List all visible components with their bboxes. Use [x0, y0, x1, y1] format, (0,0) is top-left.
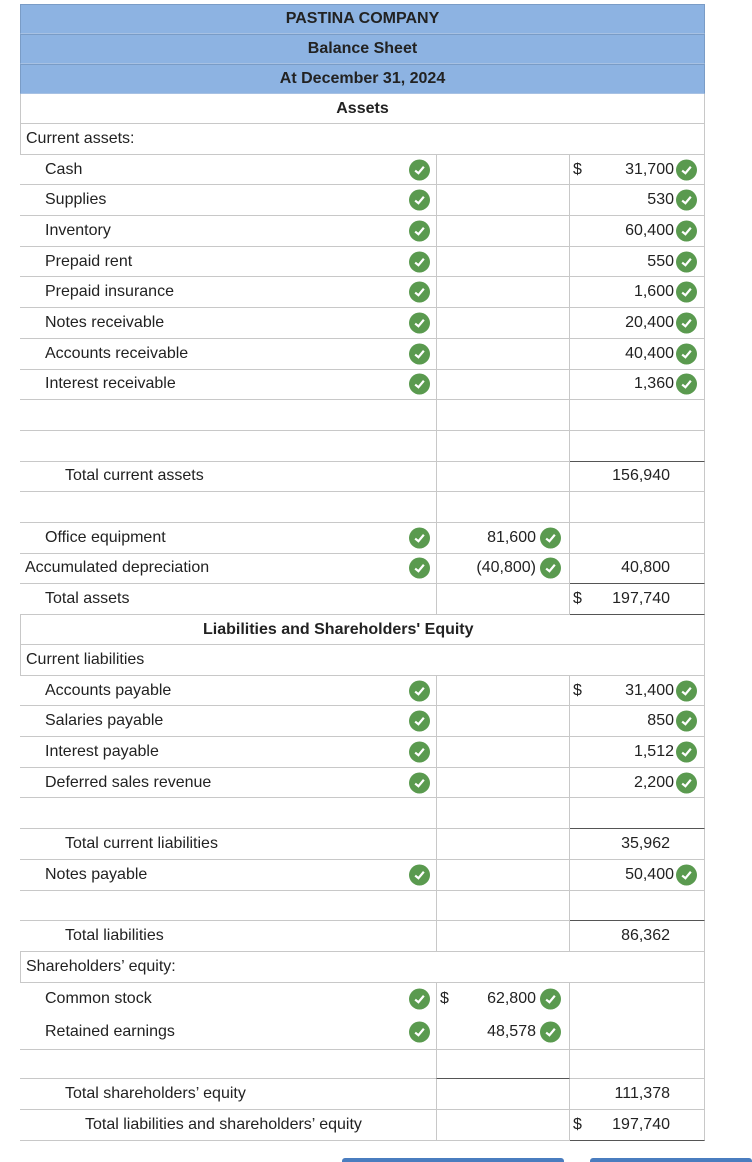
- check-icon: [409, 527, 430, 548]
- inventory-row: [20, 216, 705, 247]
- balance-sheet: [20, 4, 705, 1141]
- cash-amount[interactable]: 31,700: [625, 160, 674, 178]
- prepaid-insurance-amount[interactable]: 1,600: [633, 283, 674, 301]
- check-icon: [676, 741, 697, 762]
- total-equity-amount[interactable]: 111,378: [614, 1085, 670, 1103]
- supplies-amount[interactable]: 530: [647, 191, 674, 209]
- blank-subtotal-cell[interactable]: [436, 798, 570, 829]
- net-equipment-amount[interactable]: 40,800: [621, 559, 670, 577]
- deferred-sales-revenue-row: [20, 768, 705, 799]
- total-assets-subtotal-cell[interactable]: [436, 584, 570, 615]
- inventory-label[interactable]: Inventory: [45, 221, 111, 239]
- check-icon: [540, 527, 561, 548]
- common-stock-total-cell[interactable]: [570, 983, 705, 1016]
- total-current-assets-subtotal-cell[interactable]: [436, 462, 570, 493]
- office-equipment-row: [20, 523, 705, 554]
- check-icon: [409, 1022, 430, 1043]
- total-current-liabilities-label: Total current liabilities: [65, 834, 218, 852]
- interest-receivable-row: [20, 370, 705, 401]
- check-icon: [676, 312, 697, 333]
- current-assets-heading: Current assets:: [26, 129, 135, 147]
- retained-earnings-total-cell[interactable]: [570, 1016, 705, 1049]
- common-stock-row: [20, 983, 705, 1016]
- office-equipment-amount[interactable]: 81,600: [487, 528, 536, 546]
- accounts-receivable-row: [20, 339, 705, 370]
- total-equity-subtotal-cell[interactable]: [436, 1079, 570, 1110]
- interest-payable-amount[interactable]: 1,512: [633, 742, 674, 760]
- total-liab-equity-subtotal-cell[interactable]: [436, 1110, 570, 1141]
- check-icon: [409, 741, 430, 762]
- blank-row: [20, 798, 705, 829]
- check-icon: [409, 374, 430, 395]
- interest-receivable-amount[interactable]: 1,360: [633, 375, 674, 393]
- common-stock-label[interactable]: Common stock: [45, 990, 152, 1008]
- accumulated-depreciation-label[interactable]: Accumulated depreciation: [25, 559, 210, 577]
- notes-receivable-label[interactable]: Notes receivable: [45, 313, 165, 331]
- blank-subtotal-cell[interactable]: [436, 1050, 570, 1080]
- current-assets-heading-row: [20, 124, 705, 155]
- common-stock-amount[interactable]: 62,800: [487, 990, 536, 1008]
- check-icon: [676, 343, 697, 364]
- accounts-receivable-subtotal-cell[interactable]: [436, 339, 570, 370]
- blank-amount-cell[interactable]: [570, 891, 705, 922]
- check-icon: [409, 772, 430, 793]
- blank-subtotal-cell[interactable]: [436, 492, 570, 523]
- check-icon: [676, 282, 697, 303]
- total-liabilities-label: Total liabilities: [65, 927, 164, 945]
- check-icon: [676, 772, 697, 793]
- blank-row: [20, 1049, 705, 1080]
- accounts-receivable-label[interactable]: Accounts receivable: [45, 344, 189, 362]
- blank-label-cell[interactable]: [20, 891, 436, 922]
- currency-symbol: $: [573, 590, 582, 608]
- total-liab-equity-row: [20, 1110, 705, 1141]
- prepaid-insurance-label[interactable]: Prepaid insurance: [45, 283, 174, 301]
- bottom-tab-button[interactable]: [590, 1158, 752, 1162]
- salaries-payable-amount[interactable]: 850: [647, 712, 674, 730]
- check-icon: [676, 159, 697, 180]
- accounts-receivable-amount[interactable]: 40,400: [625, 344, 674, 362]
- blank-amount-cell[interactable]: [570, 492, 705, 523]
- blank-label-cell[interactable]: [20, 492, 436, 523]
- retained-earnings-label[interactable]: Retained earnings: [45, 1023, 175, 1041]
- prepaid-rent-label[interactable]: Prepaid rent: [45, 252, 133, 270]
- inventory-subtotal-cell[interactable]: [436, 216, 570, 247]
- retained-earnings-row: [20, 1016, 705, 1049]
- blank-amount-cell[interactable]: [570, 400, 705, 431]
- total-assets-row: [20, 584, 705, 615]
- total-liab-equity-amount[interactable]: 197,740: [612, 1115, 670, 1133]
- accounts-payable-amount[interactable]: 31,400: [625, 681, 674, 699]
- check-icon: [676, 680, 697, 701]
- accumulated-depreciation-row: [20, 554, 705, 585]
- blank-amount-cell[interactable]: [570, 1050, 705, 1080]
- interest-payable-subtotal-cell[interactable]: [436, 737, 570, 768]
- notes-payable-subtotal-cell[interactable]: [436, 860, 570, 891]
- total-current-liabilities-row: [20, 829, 705, 860]
- total-assets-amount[interactable]: 197,740: [612, 590, 670, 608]
- deferred-sales-revenue-subtotal-cell[interactable]: [436, 768, 570, 799]
- salaries-payable-subtotal-cell[interactable]: [436, 706, 570, 737]
- check-icon: [676, 864, 697, 885]
- check-icon: [676, 711, 697, 732]
- check-icon: [676, 220, 697, 241]
- prepaid-insurance-row: [20, 277, 705, 308]
- salaries-payable-label[interactable]: Salaries payable: [45, 712, 164, 730]
- check-icon: [676, 251, 697, 272]
- liabilities-section-title: Liabilities and Shareholders' Equity: [20, 615, 705, 645]
- bottom-tab-button[interactable]: [342, 1158, 564, 1162]
- accounts-payable-subtotal-cell[interactable]: [436, 676, 570, 707]
- blank-row: [20, 431, 705, 462]
- prepaid-rent-row: [20, 247, 705, 278]
- prepaid-insurance-subtotal-cell[interactable]: [436, 277, 570, 308]
- interest-receivable-subtotal-cell[interactable]: [436, 370, 570, 401]
- cash-label[interactable]: Cash: [45, 160, 83, 178]
- total-liabilities-subtotal-cell[interactable]: [436, 921, 570, 952]
- blank-subtotal-cell[interactable]: [436, 400, 570, 431]
- total-current-liabilities-amount[interactable]: 35,962: [621, 834, 670, 852]
- check-icon: [409, 190, 430, 211]
- total-liabilities-row: [20, 921, 705, 952]
- blank-subtotal-cell[interactable]: [436, 891, 570, 922]
- notes-receivable-row: [20, 308, 705, 339]
- accumulated-depreciation-amount[interactable]: (40,800): [476, 559, 536, 577]
- supplies-row: [20, 185, 705, 216]
- total-equity-row: [20, 1079, 705, 1110]
- total-current-assets-amount[interactable]: 156,940: [612, 467, 670, 485]
- check-icon: [676, 190, 697, 211]
- prepaid-rent-subtotal-cell[interactable]: [436, 247, 570, 278]
- salaries-payable-row: [20, 706, 705, 737]
- currency-symbol: $: [573, 1115, 582, 1133]
- accounts-payable-label[interactable]: Accounts payable: [45, 681, 172, 699]
- deferred-sales-revenue-amount[interactable]: 2,200: [633, 773, 674, 791]
- prepaid-rent-amount[interactable]: 550: [647, 252, 674, 270]
- blank-label-cell[interactable]: [20, 431, 436, 462]
- office-equipment-total-cell[interactable]: [570, 523, 705, 554]
- total-assets-label: Total assets: [45, 590, 130, 608]
- check-icon: [409, 159, 430, 180]
- blank-label-cell[interactable]: [20, 798, 436, 829]
- notes-receivable-amount[interactable]: 20,400: [625, 313, 674, 331]
- current-liabilities-heading: Current liabilities: [26, 650, 145, 668]
- total-current-assets-label: Total current assets: [65, 467, 204, 485]
- cash-subtotal-cell[interactable]: [436, 155, 570, 186]
- blank-amount-cell[interactable]: [570, 431, 705, 462]
- notes-payable-amount[interactable]: 50,400: [625, 865, 674, 883]
- currency-symbol: $: [440, 990, 449, 1008]
- check-icon: [409, 711, 430, 732]
- total-current-liabilities-subtotal-cell[interactable]: [436, 829, 570, 860]
- check-icon: [409, 989, 430, 1010]
- supplies-subtotal-cell[interactable]: [436, 185, 570, 216]
- assets-section-title: Assets: [20, 94, 705, 124]
- blank-label-cell[interactable]: [20, 1050, 436, 1080]
- check-icon: [540, 558, 561, 579]
- notes-payable-label[interactable]: Notes payable: [45, 865, 148, 883]
- check-icon: [676, 374, 697, 395]
- check-icon: [409, 864, 430, 885]
- deferred-sales-revenue-label[interactable]: Deferred sales revenue: [45, 773, 212, 791]
- office-equipment-label[interactable]: Office equipment: [45, 528, 166, 546]
- accounts-payable-row: [20, 676, 705, 707]
- interest-payable-label[interactable]: Interest payable: [45, 742, 159, 760]
- check-icon: [540, 1022, 561, 1043]
- blank-label-cell[interactable]: [20, 400, 436, 431]
- current-liabilities-heading-row: [20, 645, 705, 676]
- currency-symbol: $: [573, 160, 582, 178]
- statement-title: Balance Sheet: [20, 34, 705, 64]
- check-icon: [409, 680, 430, 701]
- check-icon: [409, 312, 430, 333]
- equity-heading: Shareholders’ equity:: [26, 957, 176, 975]
- statement-date: At December 31, 2024: [20, 64, 705, 94]
- inventory-amount[interactable]: 60,400: [625, 221, 674, 239]
- notes-receivable-subtotal-cell[interactable]: [436, 308, 570, 339]
- company-name: PASTINA COMPANY: [20, 4, 705, 34]
- equity-heading-row: [20, 952, 705, 983]
- retained-earnings-amount[interactable]: 48,578: [487, 1023, 536, 1041]
- blank-row: [20, 891, 705, 922]
- check-icon: [409, 282, 430, 303]
- notes-payable-row: [20, 860, 705, 891]
- interest-receivable-label[interactable]: Interest receivable: [45, 375, 176, 393]
- check-icon: [409, 343, 430, 364]
- currency-symbol: $: [573, 681, 582, 699]
- check-icon: [409, 220, 430, 241]
- blank-amount-cell[interactable]: [570, 798, 705, 829]
- total-current-assets-row: [20, 462, 705, 493]
- total-liab-equity-label: Total liabilities and shareholders’ equity: [85, 1115, 362, 1133]
- blank-row: [20, 400, 705, 431]
- total-liabilities-amount[interactable]: 86,362: [621, 927, 670, 945]
- blank-row: [20, 492, 705, 523]
- check-icon: [409, 558, 430, 579]
- check-icon: [540, 989, 561, 1010]
- cash-row: [20, 155, 705, 186]
- interest-payable-row: [20, 737, 705, 768]
- total-equity-label: Total shareholders’ equity: [65, 1085, 246, 1103]
- blank-subtotal-cell[interactable]: [436, 431, 570, 462]
- supplies-label[interactable]: Supplies: [45, 191, 107, 209]
- check-icon: [409, 251, 430, 272]
